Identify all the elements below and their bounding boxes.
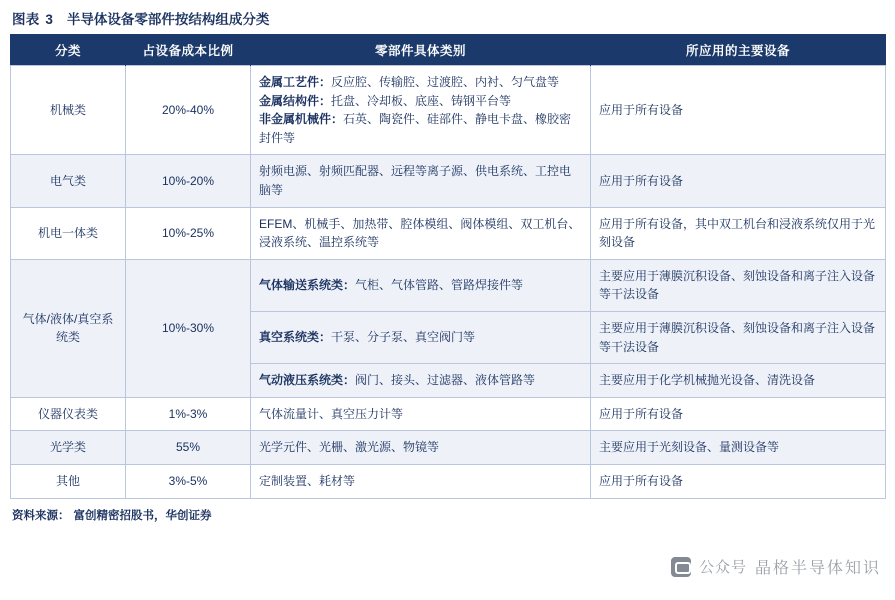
watermark [671, 555, 881, 578]
source-text: 富创精密招股书，华创证券 [73, 509, 212, 522]
detail-line [259, 92, 582, 111]
cell-equipment: 应用于所有设备 [591, 397, 886, 431]
cell-details: 定制装置、耗材等 [251, 464, 591, 498]
cell-details: EFEM、机械手、加热带、腔体模组、阀体模组、双工机台、浸液系统、温控系统等 [251, 207, 591, 259]
cell-percent: 10%-30% [126, 259, 251, 397]
cell-details: 光学元件、光栅、激光源、物镜等 [251, 431, 591, 465]
cell-details [251, 66, 591, 155]
cell-category: 机电一体类 [11, 207, 126, 259]
cell-equipment: 应用于所有设备 [591, 464, 886, 498]
table-header-row [11, 35, 886, 66]
table-row [11, 259, 886, 311]
table-row [11, 397, 886, 431]
components-table [10, 34, 886, 499]
detail-lead: 金属工艺件： [259, 75, 332, 89]
cell-category: 机械类 [11, 66, 126, 155]
detail-text: 石英、陶瓷件、硅部件、静电卡盘、橡胶密封件等 [259, 112, 572, 145]
detail-text: 反应腔、传输腔、过渡腔、内衬、匀气盘等 [331, 75, 560, 89]
cell-details: 射频电源、射频匹配器、远程等离子源、供电系统、工控电脑等 [251, 155, 591, 207]
cell-category: 仪器仪表类 [11, 397, 126, 431]
wechat-icon [671, 557, 691, 577]
detail-lead: 真空系统类： [259, 330, 332, 345]
watermark-name: 晶格半导体知识 [754, 560, 881, 577]
table-row [11, 464, 886, 498]
watermark-account: 公众号 [698, 559, 747, 576]
figure-title-number: 3 [45, 12, 53, 27]
cell-details [251, 364, 591, 398]
column-header-details: 零部件具体类别 [251, 35, 591, 66]
cell-percent: 10%-25% [126, 207, 251, 259]
source-label: 资料来源： [12, 509, 70, 522]
column-header-category: 分类 [11, 35, 126, 66]
cell-percent: 55% [126, 431, 251, 465]
cell-equipment: 主要应用于光刻设备、量测设备等 [591, 431, 886, 465]
table-row [11, 431, 886, 465]
detail-lead: 气动液压系统类： [259, 373, 356, 388]
detail-lead: 非金属机械件： [259, 112, 344, 127]
detail-lead: 气体输送系统类： [259, 278, 356, 293]
cell-equipment: 主要应用于化学机械抛光设备、清洗设备 [591, 364, 886, 398]
cell-details: 气体流量计、真空压力计等 [251, 397, 591, 431]
cell-equipment: 主要应用于薄膜沉积设备、刻蚀设备和离子注入设备等干法设备 [591, 311, 886, 363]
detail-line [259, 110, 582, 147]
detail-text: 阀门、接头、过滤器、液体管路等 [355, 373, 536, 388]
table-row [11, 155, 886, 207]
column-header-equipment: 所应用的主要设备 [591, 35, 886, 66]
detail-text: 气柜、气体管路、管路焊接件等 [355, 278, 524, 293]
cell-percent: 3%-5% [126, 464, 251, 498]
cell-category: 气体/液体/真空系统类 [11, 259, 126, 397]
figure-title-label: 图表 [12, 12, 40, 27]
cell-equipment: 主要应用于薄膜沉积设备、刻蚀设备和离子注入设备等干法设备 [591, 259, 886, 311]
cell-category: 光学类 [11, 431, 126, 465]
detail-text: 托盘、冷却板、底座、铸钢平台等 [331, 93, 512, 108]
table-row [11, 207, 886, 259]
cell-equipment: 应用于所有设备，其中双工机台和浸液系统仅用于光刻设备 [591, 207, 886, 259]
detail-lead: 金属结构件： [259, 93, 332, 108]
cell-details [251, 259, 591, 311]
detail-text: 干泵、分子泵、真空阀门等 [331, 330, 476, 345]
figure-title [10, 8, 885, 34]
cell-equipment: 应用于所有设备 [591, 155, 886, 207]
cell-percent: 10%-20% [126, 155, 251, 207]
detail-line [259, 73, 582, 92]
cell-percent: 1%-3% [126, 397, 251, 431]
cell-percent: 20%-40% [126, 66, 251, 155]
cell-category: 电气类 [11, 155, 126, 207]
figure-title-text: 半导体设备零部件按结构组成分类 [66, 12, 270, 27]
cell-details [251, 311, 591, 363]
cell-equipment: 应用于所有设备 [591, 66, 886, 155]
table-row [11, 66, 886, 155]
source-note [10, 507, 885, 523]
cell-category: 其他 [11, 464, 126, 498]
column-header-percent: 占设备成本比例 [126, 35, 251, 66]
